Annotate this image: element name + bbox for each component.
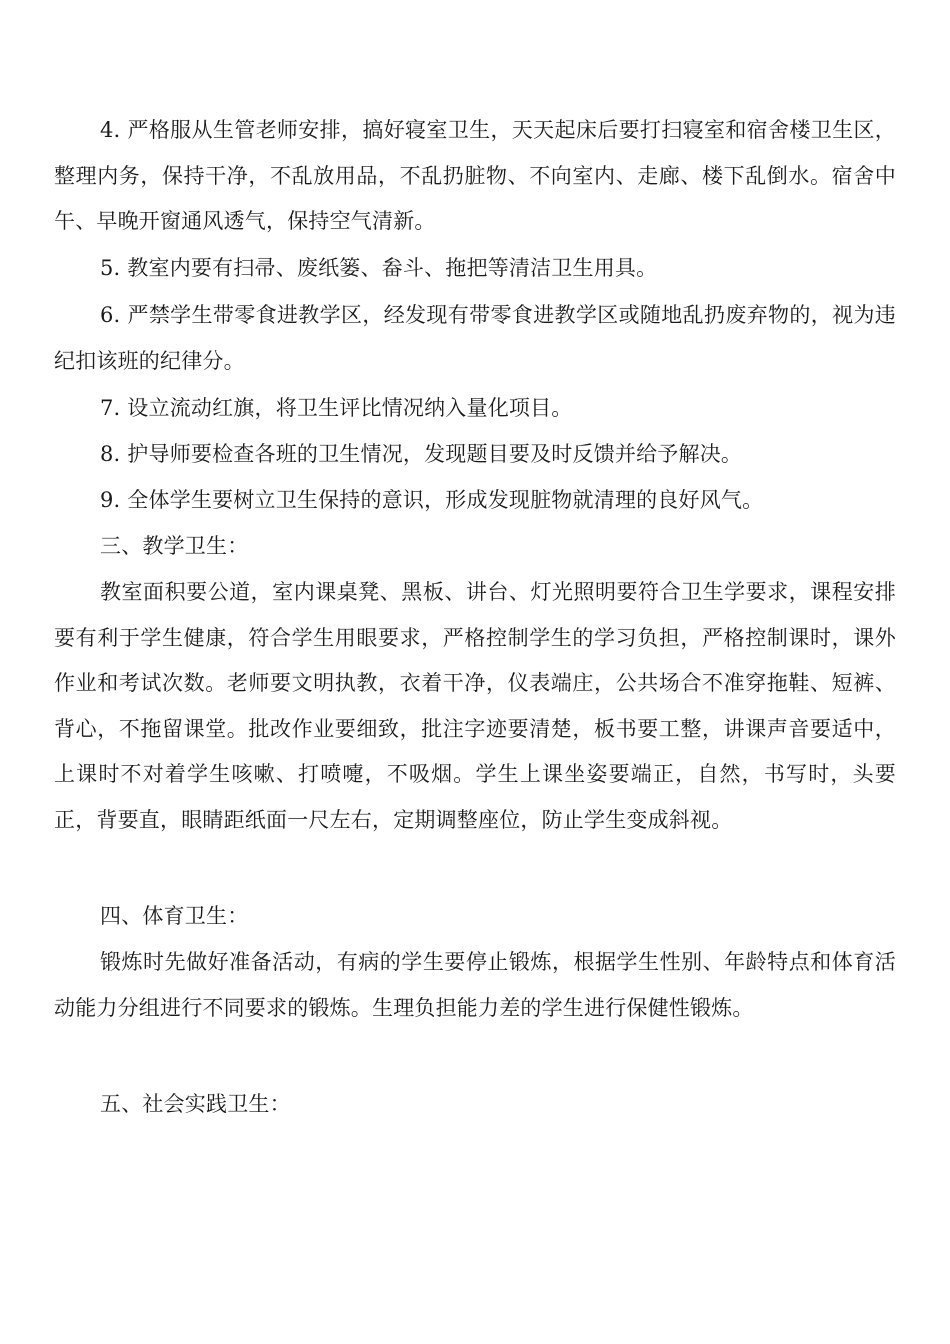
section-heading-sports-hygiene: 四、体育卫生： [100,904,249,928]
paragraph-teaching-hygiene: 教室面积要公道，室内课桌凳、黑板、讲台、灯光照明要符合卫生学要求，课程安排要有利于学生健康，符合学生用眼要求，严格控制学生的学习负担，严格控制课时，课外作业和考试次数。老师要文明执教，衣着干净，仪表端庄，公共场合不准穿拖鞋、短裤、背心，不拖留课堂。批改作业要细致，批注字迹要清楚，板书要工整，讲课声音要适中，上课时不对着学生咳嗽、打喷嚏，不吸烟。学生上课坐姿要端正，自然，书写时，头要正，背要直，眼睛距纸面一尺左右，定期调整座位，防止学生变成斜视。 [54,580,896,832]
paragraph-sports-hygiene: 锻炼时先做好准备活动，有病的学生要停止锻炼，根据学生性别、年龄特点和体育活动能力分组进行不同要求的锻炼。生理负担能力差的学生进行保健性锻炼。 [54,950,896,1020]
paragraph-item-5: 5. 教室内要有扫帚、废纸篓、畚斗、拖把等清洁卫生用具。 [100,256,658,280]
section-heading-teaching-hygiene: 三、教学卫生： [100,534,249,558]
paragraph-item-7: 7. 设立流动红旗，将卫生评比情况纳入量化项目。 [100,396,573,420]
paragraph-item-9: 9. 全体学生要树立卫生保持的意识，形成发现脏物就清理的良好风气。 [100,488,764,512]
paragraph-item-6: 6. 严禁学生带零食进教学区，经发现有带零食进教学区或随地乱扔废弃物的，视为违纪扣该班的纪律分。 [54,303,896,373]
section-heading-social-practice-hygiene: 五、社会实践卫生： [100,1092,291,1116]
paragraph-item-4: 4. 严格服从生管老师安排，搞好寝室卫生，天天起床后要打扫寝室和宿舍楼卫生区，整理内务，保持干净，不乱放用品，不乱扔脏物、不向室内、走廊、楼下乱倒水。宿舍中午、早晚开窗通风透气，保持空气清新。 [54,118,896,233]
paragraph-item-8: 8. 护导师要检查各班的卫生情况，发现题目要及时反馈并给予解决。 [100,442,743,466]
